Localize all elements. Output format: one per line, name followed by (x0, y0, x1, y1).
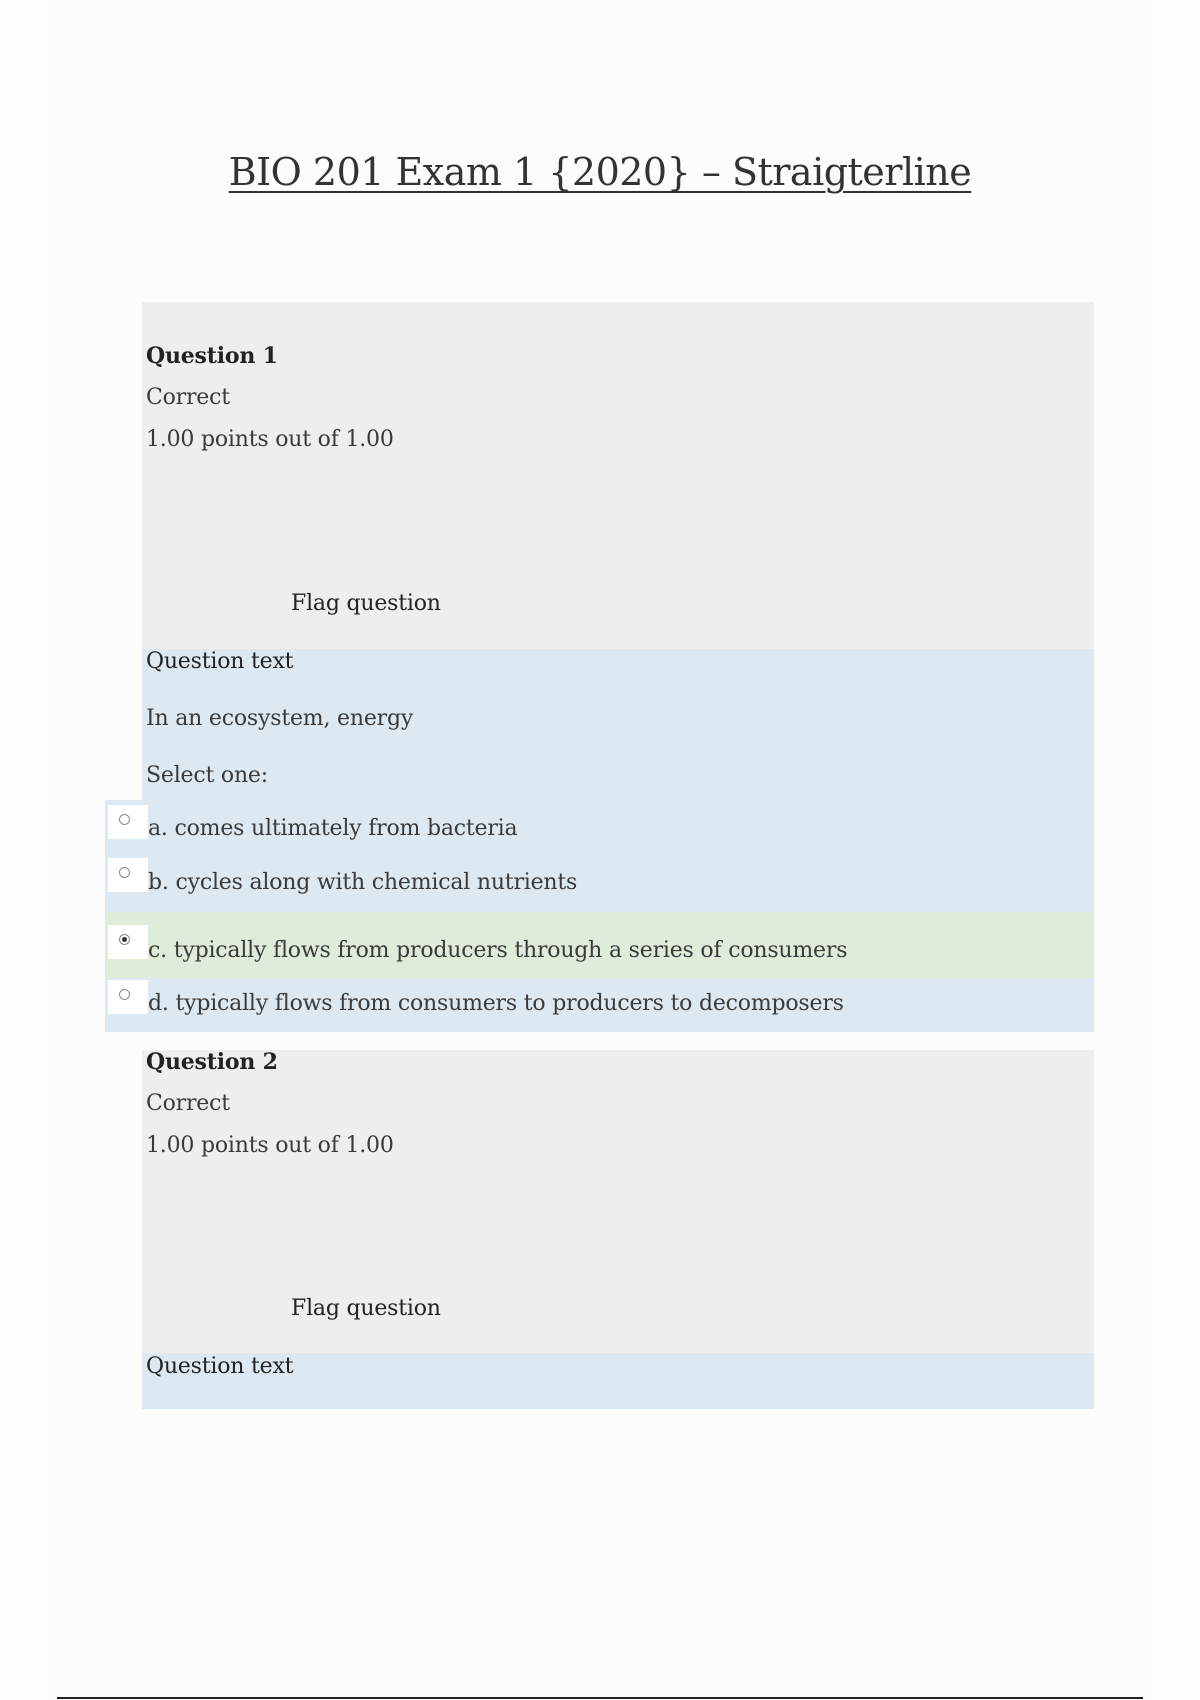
document-title: BIO 201 Exam 1 {2020} – Straigterline (228, 150, 972, 194)
option-c-radio[interactable] (108, 925, 148, 959)
question-2-info (142, 1050, 1094, 1353)
question-2-heading: Question 2 (146, 1049, 278, 1075)
option-b-label[interactable]: b. cycles along with chemical nutrients (148, 870, 578, 895)
select-one-label: Select one: (146, 763, 268, 788)
radio-selected-icon (119, 934, 130, 945)
flag-question-link-2[interactable]: Flag question (291, 1296, 441, 1321)
option-a-radio[interactable] (108, 805, 148, 839)
bottom-divider (57, 1697, 1143, 1699)
question-1-heading: Question 1 (146, 343, 278, 369)
question-1-info (142, 302, 1094, 649)
option-a-label[interactable]: a. comes ultimately from bacteria (148, 816, 518, 841)
question-1-status: Correct (146, 385, 230, 410)
option-b-radio[interactable] (108, 858, 148, 892)
radio-icon (119, 814, 130, 825)
radio-icon (119, 867, 130, 878)
question-2-status: Correct (146, 1091, 230, 1116)
option-d-label[interactable]: d. typically flows from consumers to producers to decomposers (148, 991, 844, 1016)
radio-icon (119, 989, 130, 1000)
question-text-label-1: Question text (146, 649, 294, 674)
flag-question-link-1[interactable]: Flag question (291, 591, 441, 616)
question-text-label-2: Question text (146, 1354, 294, 1379)
question-1-prompt: In an ecosystem, energy (146, 706, 414, 731)
question-1-points: 1.00 points out of 1.00 (146, 427, 394, 452)
question-2-points: 1.00 points out of 1.00 (146, 1133, 394, 1158)
option-c-label[interactable]: c. typically flows from producers through a series of consumers (148, 938, 848, 963)
option-d-radio[interactable] (108, 980, 148, 1014)
